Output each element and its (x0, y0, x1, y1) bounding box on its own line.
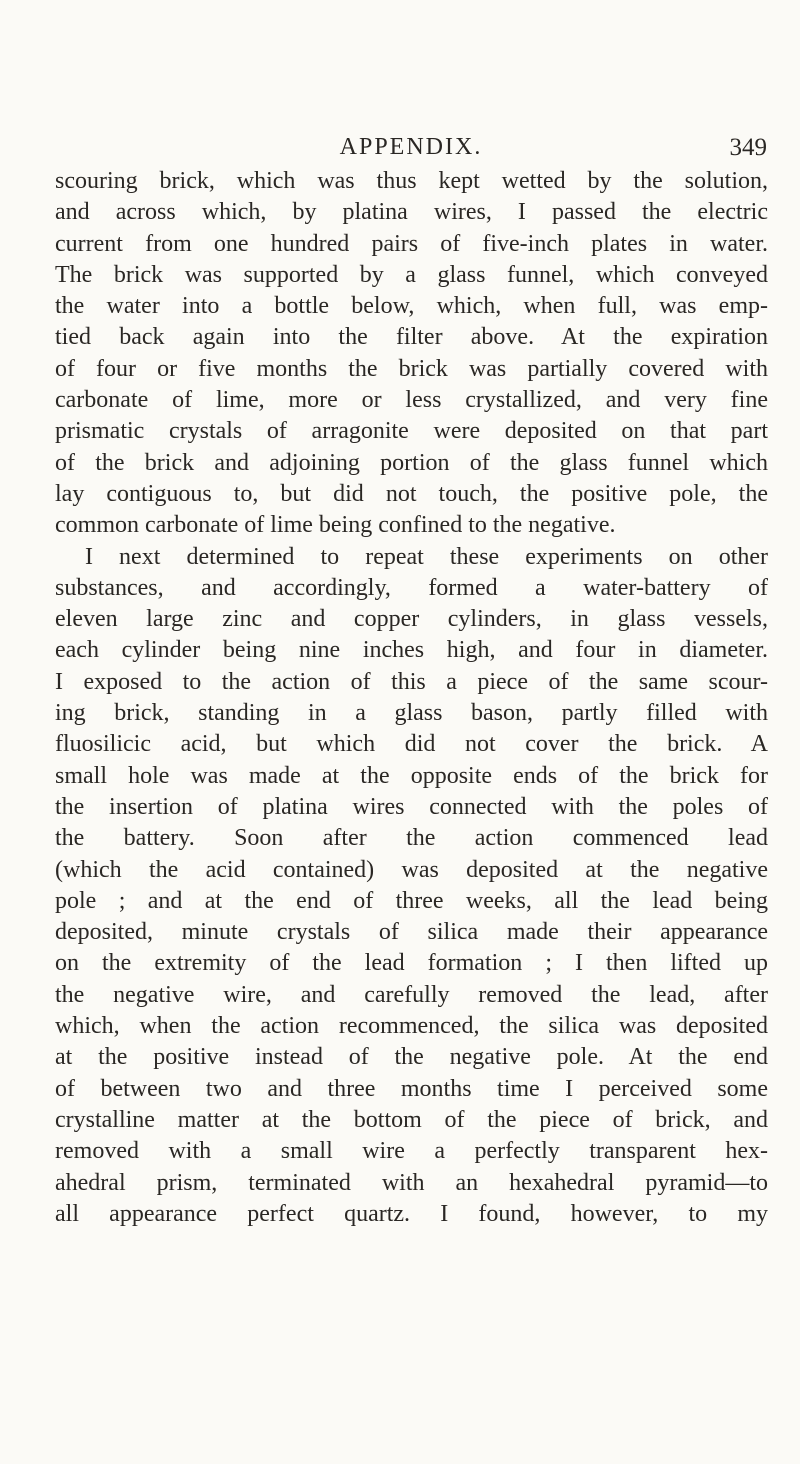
text-line: of the brick and adjoining portion of the glass funnel which (55, 449, 768, 476)
running-head (55, 128, 767, 168)
text-line: fluosilicic acid, but which did not cover the brick. A (55, 731, 768, 758)
text-line: I next determined to repeat these experiments on other (85, 543, 768, 570)
text-line: The brick was supported by a glass funnel, which conveyed (55, 261, 768, 288)
page-number: 349 (729, 134, 767, 161)
text-line: of between two and three months time I perceived some (55, 1075, 768, 1102)
text-line: tied back again into the filter above. At the expiration (55, 324, 768, 351)
text-line: the water into a bottle below, which, when full, was emp- (55, 293, 768, 320)
text-line: all appearance perfect quartz. I found, however, to my (55, 1200, 768, 1227)
text-line: of four or five months the brick was partially covered with (55, 355, 768, 382)
text-line: current from one hundred pairs of five-inch plates in water. (55, 230, 768, 257)
text-line: removed with a small wire a perfectly transparent hex- (55, 1138, 768, 1165)
text-line: ahedral prism, terminated with an hexahedral pyramid—to (55, 1169, 768, 1196)
header-title: APPENDIX. (339, 134, 483, 160)
text-line: (which the acid contained) was deposited at the negative (55, 856, 768, 883)
text-line: the battery. Soon after the action commenced lead (55, 825, 768, 852)
text-line: common carbonate of lime being confined to the negative. (55, 512, 616, 539)
body-text (55, 166, 768, 1230)
text-line: the insertion of platina wires connected with the poles of (55, 793, 768, 820)
text-line: scouring brick, which was thus kept wetted by the solution, (55, 168, 768, 194)
text-line: and across which, by platina wires, I passed the electric (55, 199, 768, 226)
text-line: the negative wire, and carefully removed the lead, after (55, 981, 768, 1008)
text-line: substances, and accordingly, formed a water-battery of (55, 574, 768, 601)
text-line: lay contiguous to, but did not touch, the positive pole, the (55, 480, 768, 507)
text-line: deposited, minute crystals of silica made their appearance (55, 919, 768, 946)
text-line: pole ; and at the end of three weeks, all the lead being (55, 887, 768, 914)
text-line: small hole was made at the opposite ends of the brick for (55, 762, 768, 789)
text-line: ing brick, standing in a glass bason, partly filled with (55, 700, 768, 727)
text-line: I exposed to the action of this a piece of the same scour- (55, 668, 768, 695)
text-line: which, when the action recommenced, the silica was deposited (55, 1013, 768, 1040)
text-line: prismatic crystals of arragonite were deposited on that part (55, 418, 768, 445)
text-line: each cylinder being nine inches high, and four in diameter. (55, 637, 768, 664)
text-line: on the extremity of the lead formation ; I then lifted up (55, 950, 768, 977)
text-line: carbonate of lime, more or less crystallized, and very fine (55, 387, 768, 414)
text-line: at the positive instead of the negative pole. At the end (55, 1044, 768, 1071)
text-line: crystalline matter at the bottom of the piece of brick, and (55, 1106, 768, 1133)
text-line: eleven large zinc and copper cylinders, in glass vessels, (55, 606, 768, 633)
